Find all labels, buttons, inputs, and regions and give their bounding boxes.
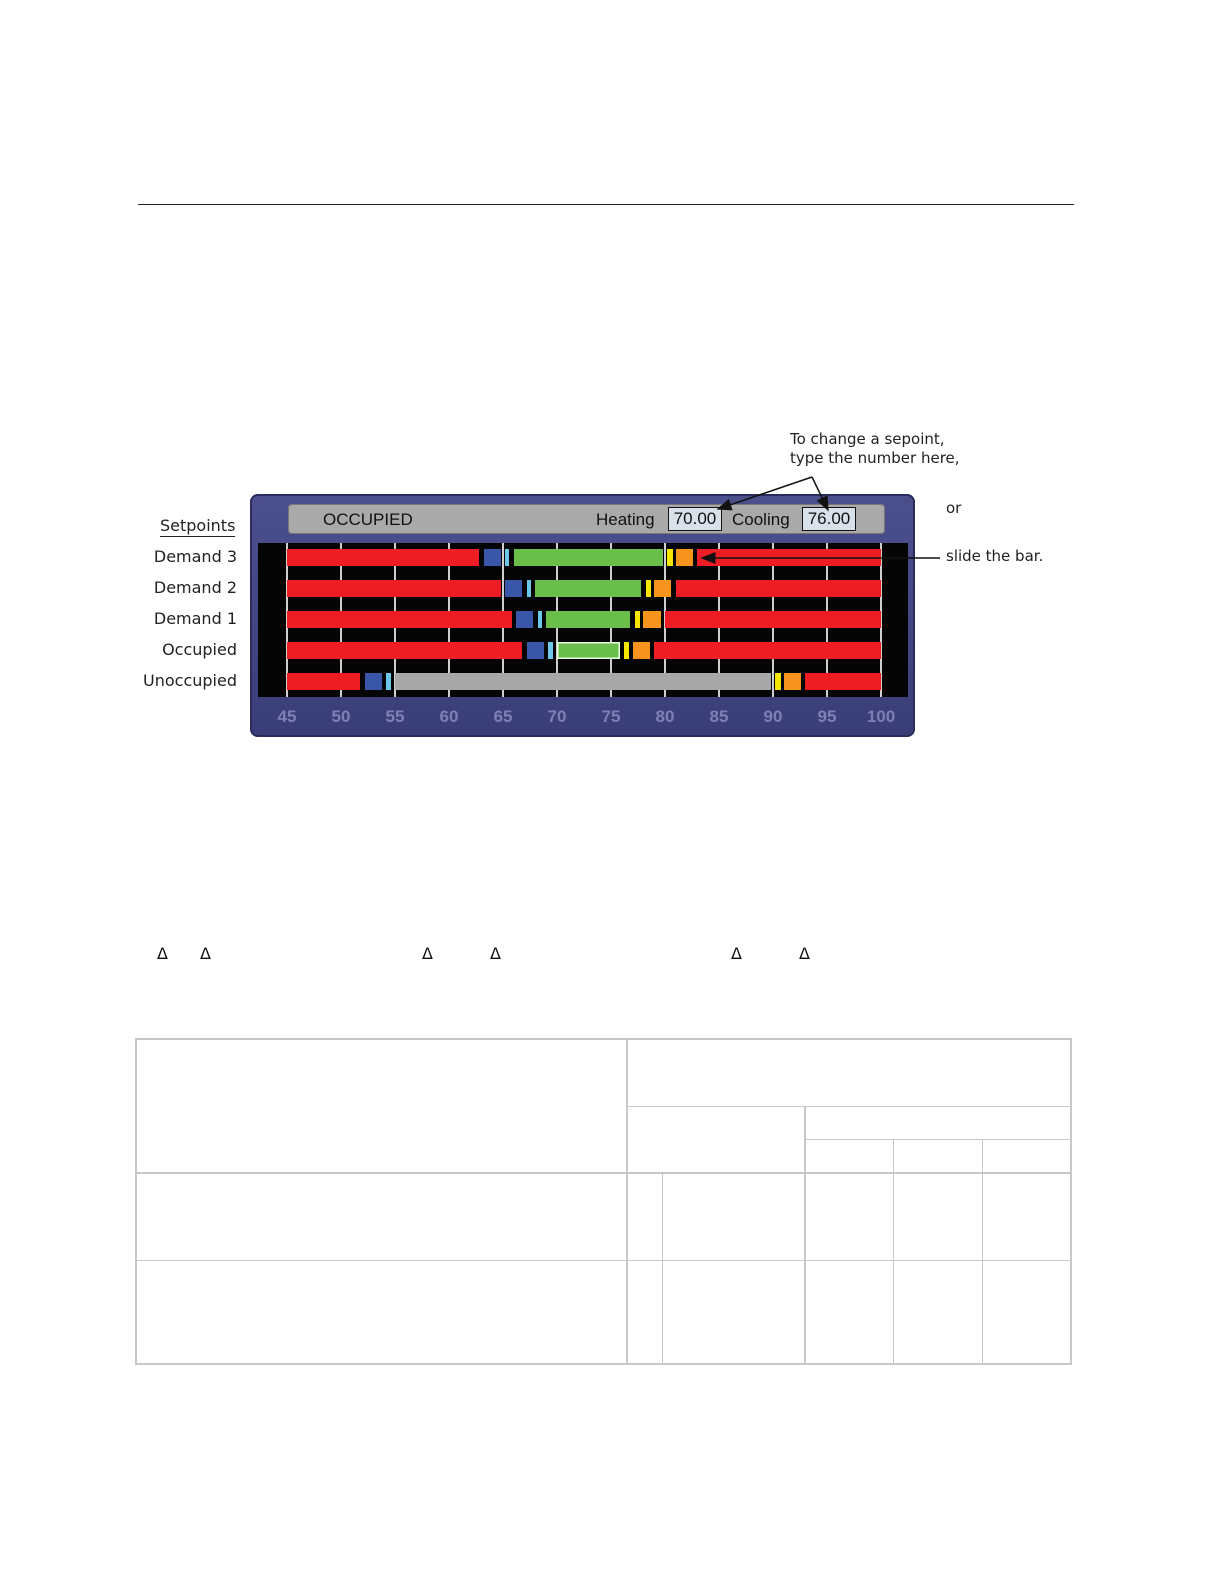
setpoints-header: Setpoints: [160, 516, 236, 535]
x-tick-label-85: 85: [709, 707, 729, 726]
annotation-slide: slide the bar.: [946, 547, 1044, 565]
x-tick-label-90: 90: [763, 707, 783, 726]
table-line: [982, 1139, 983, 1363]
table-line: [662, 1174, 663, 1363]
x-tick-label-50: 50: [331, 707, 351, 726]
delta-symbol: Δ: [799, 944, 810, 963]
x-tick-label-75: 75: [601, 707, 621, 726]
delta-symbol: Δ: [200, 944, 211, 963]
table-line: [893, 1139, 894, 1363]
table-line: [628, 1106, 1070, 1107]
status-text: OCCUPIED: [323, 510, 413, 529]
arrow-to-heating: [718, 477, 812, 509]
annotation-or: or: [946, 499, 962, 517]
x-tick-label-45: 45: [277, 707, 297, 726]
x-tick-label-80: 80: [655, 707, 675, 726]
x-tick-label-70: 70: [547, 707, 567, 726]
delta-symbol: Δ: [422, 944, 433, 963]
cooling-label: Cooling: [732, 510, 790, 529]
delta-symbol: Δ: [490, 944, 501, 963]
x-tick-label-60: 60: [439, 707, 459, 726]
x-tick-label-55: 55: [385, 707, 405, 726]
annotation-change-line1: To change a sepoint,: [790, 430, 945, 448]
arrow-to-cooling: [812, 477, 828, 510]
heating-label: Heating: [596, 510, 655, 529]
cooling-setpoint-input[interactable]: 76.00: [802, 507, 856, 531]
table-line: [804, 1106, 806, 1363]
x-tick-label-95: 95: [817, 707, 837, 726]
table-line: [806, 1139, 1070, 1140]
row-label-occupied: Occupied: [162, 640, 237, 659]
spec-table: [135, 1038, 1072, 1365]
delta-symbol: Δ: [731, 944, 742, 963]
x-tick-label-100: 100: [866, 707, 896, 726]
table-line: [137, 1172, 1070, 1174]
table-line: [626, 1040, 628, 1363]
row-label-demand-2: Demand 2: [153, 578, 237, 597]
row-label-unoccupied: Unoccupied: [143, 671, 237, 690]
row-label-demand-3: Demand 3: [153, 547, 237, 566]
heating-setpoint-input[interactable]: 70.00: [668, 507, 722, 531]
table-line: [137, 1260, 1070, 1261]
x-tick-label-65: 65: [493, 707, 513, 726]
delta-symbol: Δ: [157, 944, 168, 963]
annotation-change-line2: type the number here,: [790, 449, 960, 467]
row-label-demand-1: Demand 1: [153, 609, 237, 628]
